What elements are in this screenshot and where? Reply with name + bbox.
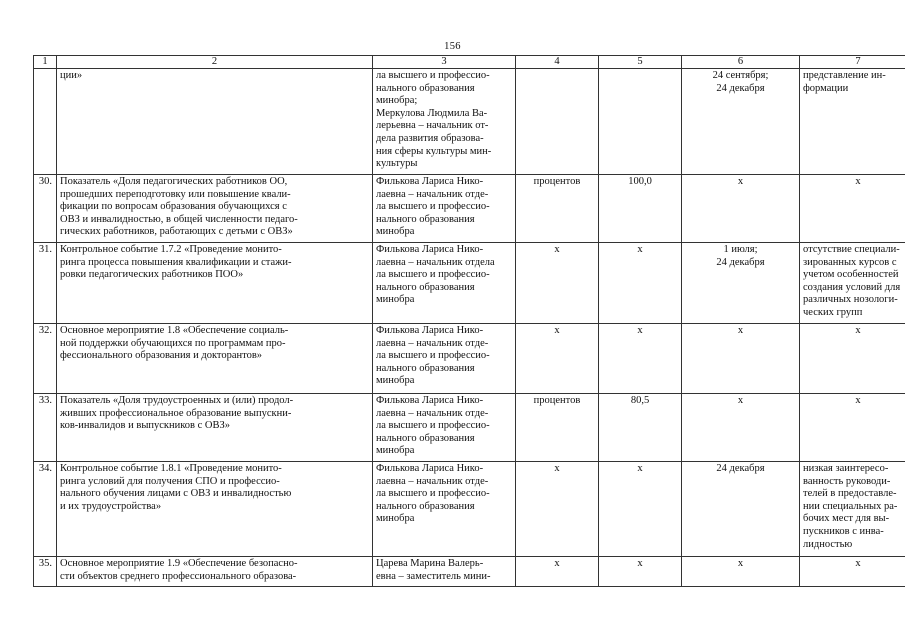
row-responsible: Филькова Лариса Нико- лаевна – начальник отде- ла высшего и профессио- нального образования минобра [373, 462, 516, 557]
row-number: 30. [34, 175, 57, 243]
plan-table [33, 55, 905, 587]
row-note: х [800, 557, 905, 587]
row-unit: процентов [516, 175, 599, 243]
column-number: 1 [34, 56, 57, 69]
row-number [34, 69, 57, 175]
row-unit [516, 69, 599, 175]
row-number: 31. [34, 243, 57, 324]
row-responsible: Филькова Лариса Нико- лаевна – начальник отдела ла высшего и профессио- нального образования минобра [373, 243, 516, 324]
row-unit: процентов [516, 394, 599, 462]
column-number: 5 [599, 56, 682, 69]
row-description: ции» [57, 69, 373, 175]
row-deadline: х [682, 394, 800, 462]
table-row [34, 243, 905, 324]
row-note: низкая заинтересо- ванность руководи- телей в предоставле- нии специальных ра- бочих мест для вы- пускников с инва- лидностью [800, 462, 905, 557]
row-deadline: х [682, 175, 800, 243]
table-row [34, 557, 905, 587]
column-number: 6 [682, 56, 800, 69]
row-unit: х [516, 243, 599, 324]
row-value: х [599, 324, 682, 394]
table-row [34, 462, 905, 557]
column-number: 7 [800, 56, 905, 69]
row-note: х [800, 324, 905, 394]
row-number: 34. [34, 462, 57, 557]
row-note: представление ин- формации [800, 69, 905, 175]
column-number: 2 [57, 56, 373, 69]
row-responsible: Филькова Лариса Нико- лаевна – начальник отде- ла высшего и профессио- нального образования минобра [373, 175, 516, 243]
row-description: Контрольное событие 1.8.1 «Проведение монито- ринга условий для получения СПО и профессио- нального обучения лицами с ОВЗ и инвалидностью и их трудоустройства» [57, 462, 373, 557]
row-value [599, 69, 682, 175]
row-value: х [599, 557, 682, 587]
row-deadline: х [682, 557, 800, 587]
row-value: 80,5 [599, 394, 682, 462]
row-value: 100,0 [599, 175, 682, 243]
row-deadline: 1 июля; 24 декабря [682, 243, 800, 324]
row-description: Показатель «Доля трудоустроенных и (или) продол- живших профессиональное образование выпускни- ков-инвалидов и выпускников с ОВЗ» [57, 394, 373, 462]
row-value: х [599, 462, 682, 557]
row-description: Показатель «Доля педагогических работников ОО, прошедших переподготовку или повышение квали- фикации по вопросам образования обучающихся с ОВЗ и инвалидностью, в общей численности педаго- гических работников, работающих с детьми с ОВЗ» [57, 175, 373, 243]
page-number: 156 [444, 41, 461, 52]
row-description: Контрольное событие 1.7.2 «Проведение монито- ринга процесса повышения квалификации и стажи- ровки педагогических работников ПОО» [57, 243, 373, 324]
row-unit: х [516, 324, 599, 394]
table-row [34, 324, 905, 394]
row-deadline: 24 декабря [682, 462, 800, 557]
row-note: х [800, 394, 905, 462]
row-responsible: Филькова Лариса Нико- лаевна – начальник отде- ла высшего и профессио- нального образования минобра [373, 394, 516, 462]
row-description: Основное мероприятие 1.9 «Обеспечение безопасно- сти объектов среднего профессионального образова- [57, 557, 373, 587]
column-number: 3 [373, 56, 516, 69]
row-number: 33. [34, 394, 57, 462]
row-responsible: ла высшего и профессио- нального образования минобра; Меркулова Людмила Ва- лерьевна – начальник от- дела развития образова- ния сферы культуры мин- культуры [373, 69, 516, 175]
row-number: 32. [34, 324, 57, 394]
row-note: отсутствие специали- зированных курсов с учетом особенностей создания условий для различных нозологи- ческих групп [800, 243, 905, 324]
row-note: х [800, 175, 905, 243]
row-deadline: х [682, 324, 800, 394]
row-responsible: Царева Марина Валерь- евна – заместитель мини- [373, 557, 516, 587]
column-number-row [34, 56, 905, 69]
row-responsible: Филькова Лариса Нико- лаевна – начальник отде- ла высшего и профессио- нального образования минобра [373, 324, 516, 394]
row-unit: х [516, 462, 599, 557]
column-number: 4 [516, 56, 599, 69]
table-row [34, 69, 905, 175]
table-row [34, 175, 905, 243]
table-row [34, 394, 905, 462]
row-number: 35. [34, 557, 57, 587]
row-description: Основное мероприятие 1.8 «Обеспечение социаль- ной поддержки обучающихся по программам про- фессионального образования и докторантов» [57, 324, 373, 394]
row-unit: х [516, 557, 599, 587]
row-deadline: 24 сентября; 24 декабря [682, 69, 800, 175]
row-value: х [599, 243, 682, 324]
